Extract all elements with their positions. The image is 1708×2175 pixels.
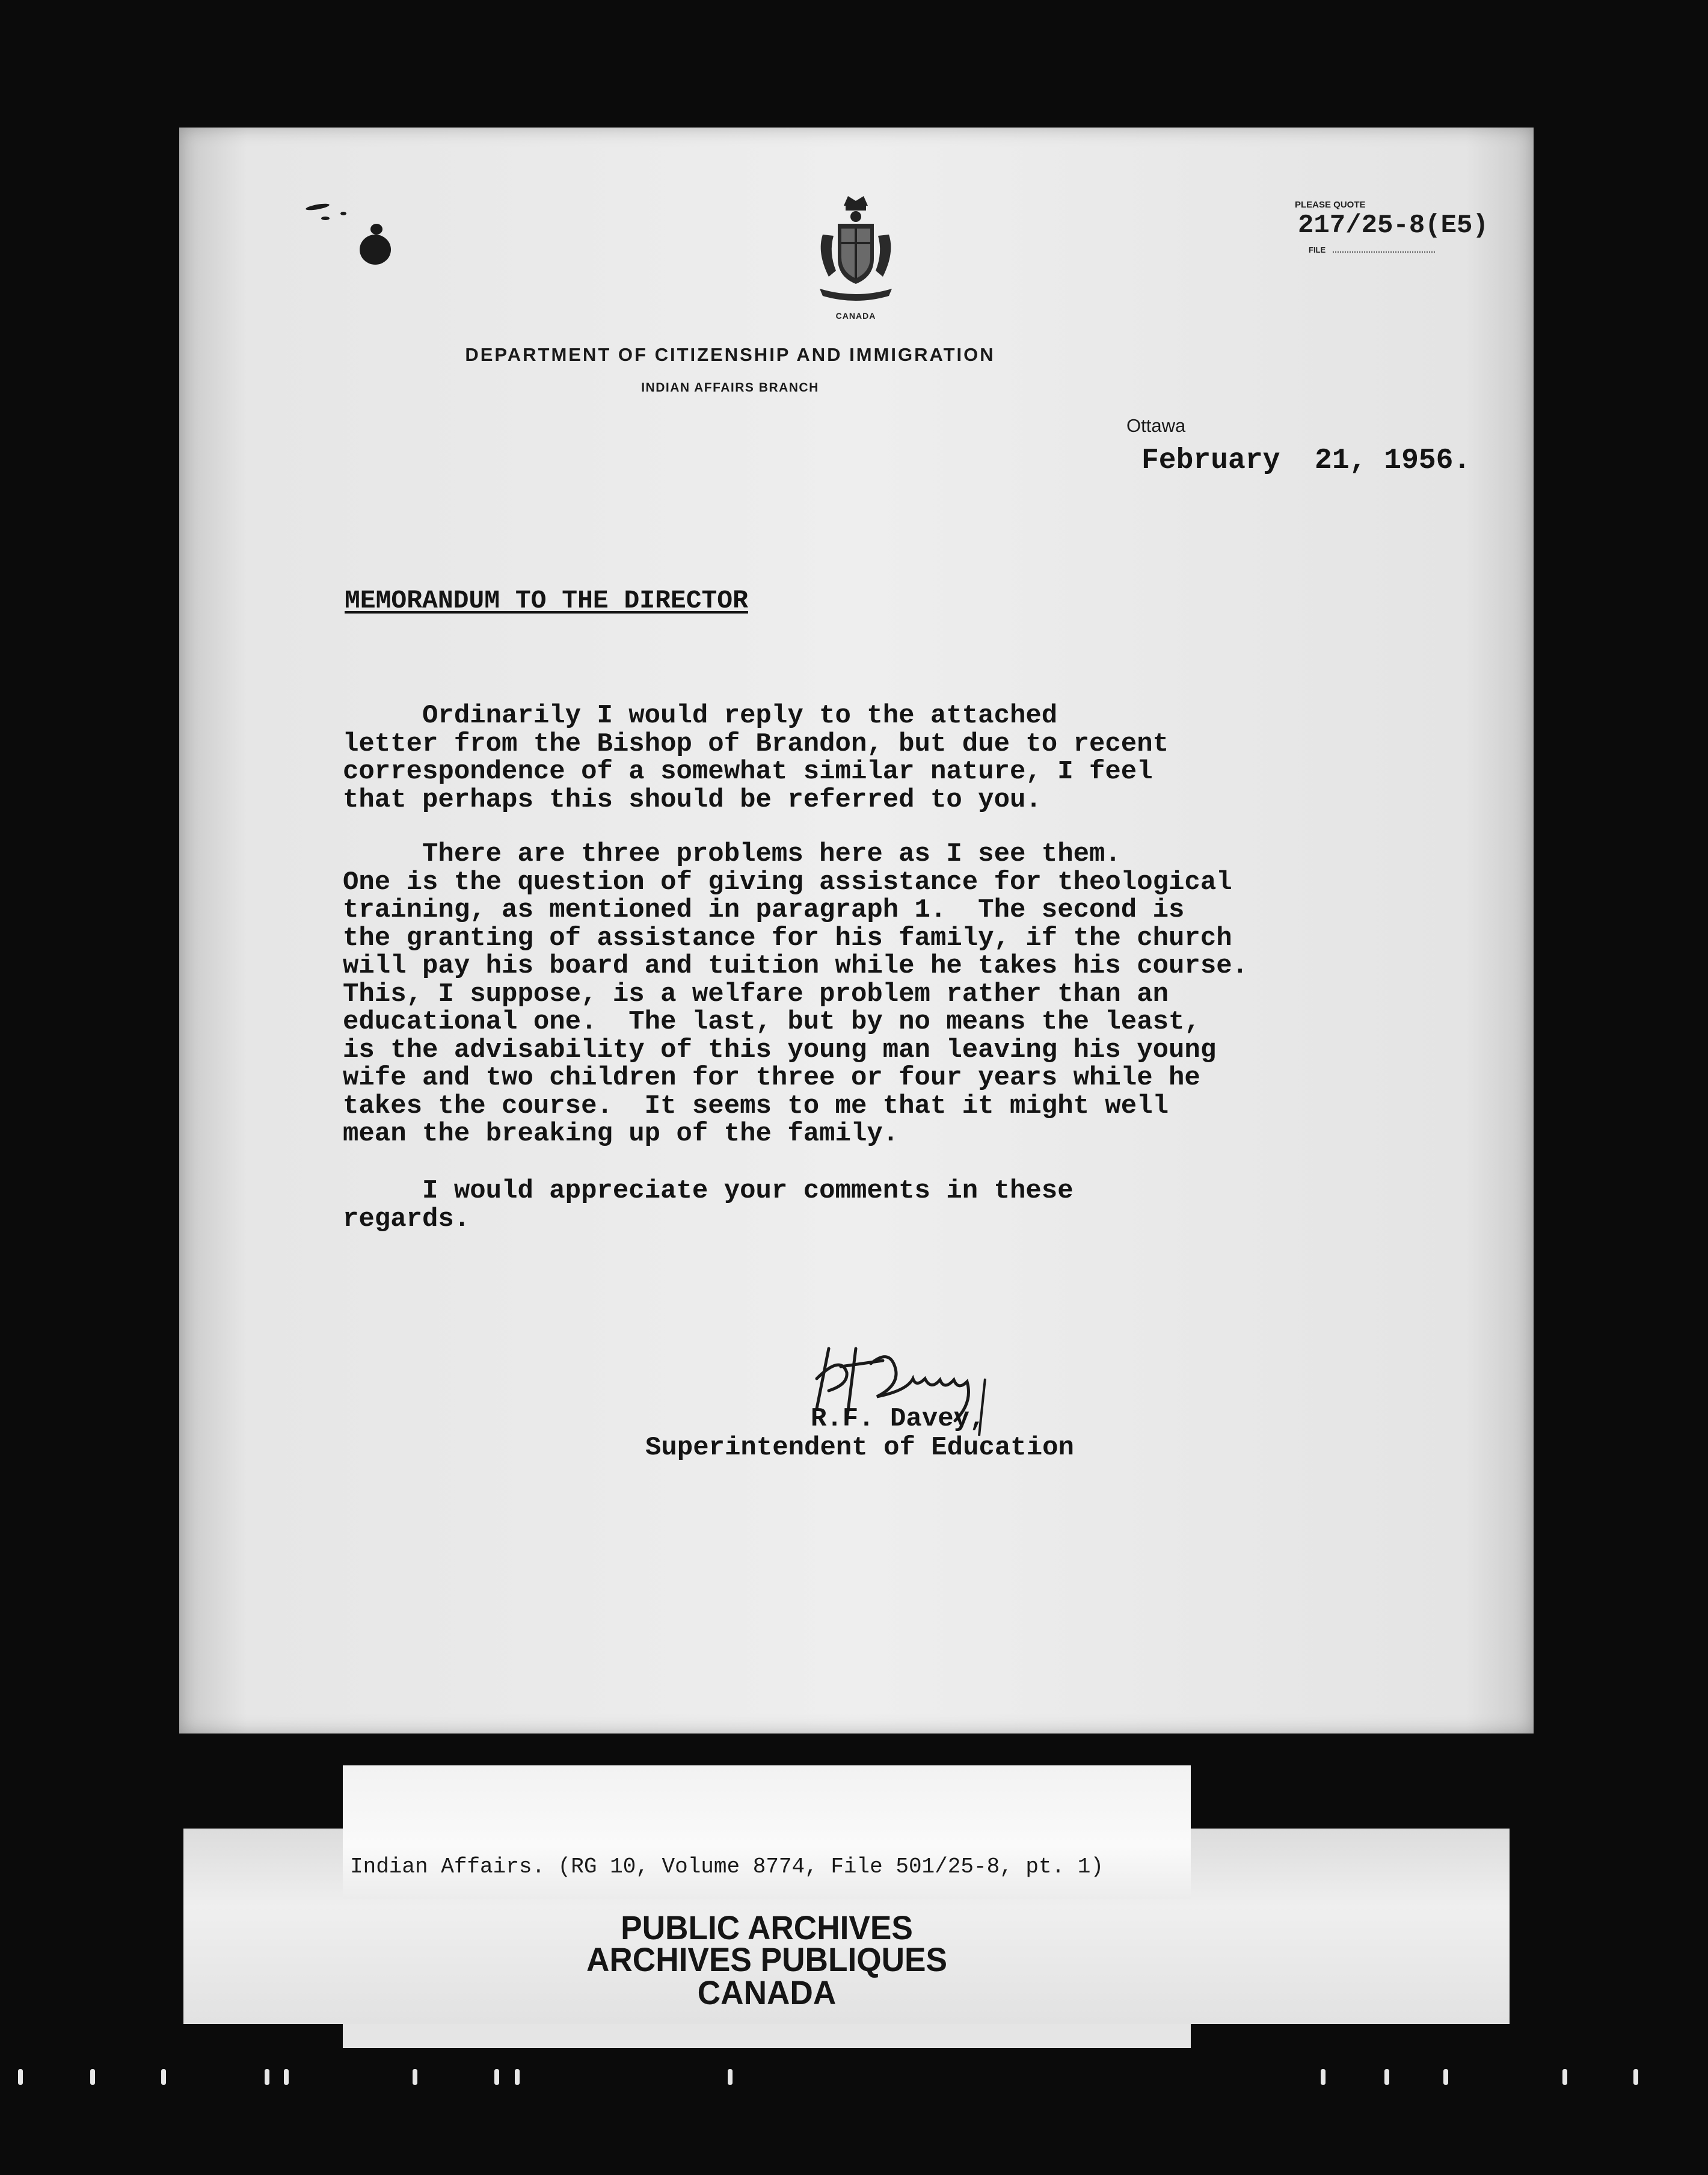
archive-slip-bottom — [343, 2024, 1191, 2048]
paragraph-2 — [343, 840, 1485, 1148]
signatory-title: Superintendent of Education — [645, 1433, 1074, 1463]
paragraph-1 — [343, 702, 1485, 814]
text-line: wife and two children for three or four years while he — [343, 1063, 1200, 1093]
file-number: 217/25-8(E5) — [1298, 211, 1488, 241]
file-dotted-line — [1333, 251, 1435, 253]
ink-stain — [360, 235, 391, 265]
department-heading: DEPARTMENT OF CITIZENSHIP AND IMMIGRATION — [465, 344, 995, 365]
archive-stamp-line: CANADA — [697, 1973, 837, 2011]
text-line: educational one. The last, but by no means the least, — [343, 1007, 1200, 1037]
coat-of-arms-icon — [811, 192, 901, 307]
film-perforation — [284, 2069, 289, 2085]
signatory-name: R.F. Davey, — [811, 1404, 986, 1434]
text-line: takes the course. It seems to me that it might well — [343, 1091, 1169, 1121]
place: Ottawa — [1126, 415, 1186, 436]
film-perforation — [1562, 2069, 1567, 2085]
film-perforation — [728, 2069, 733, 2085]
text-line: is the advisability of this young man leaving his young — [343, 1035, 1217, 1065]
ink-stain — [370, 224, 382, 235]
quote-label: PLEASE QUOTE — [1295, 200, 1366, 210]
film-perforation — [161, 2069, 166, 2085]
film-perforation — [18, 2069, 23, 2085]
film-perforation — [1633, 2069, 1638, 2085]
film-perforation — [494, 2069, 499, 2085]
ink-stain — [306, 203, 330, 212]
date: February 21, 1956. — [1141, 445, 1471, 477]
branch-heading: INDIAN AFFAIRS BRANCH — [641, 381, 819, 395]
archive-stamp-line: PUBLIC ARCHIVES — [621, 1909, 913, 1946]
film-perforation — [413, 2069, 417, 2085]
ink-stain — [321, 217, 330, 220]
archive-stamp-line: ARCHIVES PUBLIQUES — [586, 1940, 948, 1978]
text-line: One is the question of giving assistance for theological — [343, 867, 1232, 897]
text-line: the granting of assistance for his family, if the church — [343, 923, 1232, 953]
text-line: regards. — [343, 1204, 470, 1234]
paragraph-3 — [343, 1177, 1485, 1233]
crest-label: CANADA — [835, 311, 876, 321]
film-perforation — [1443, 2069, 1448, 2085]
file-label: FILE — [1309, 245, 1326, 254]
ink-stain — [340, 212, 346, 215]
text-line: mean the breaking up of the family. — [343, 1119, 899, 1149]
text-line: correspondence of a somewhat similar nature, I feel — [343, 757, 1153, 787]
film-perforation — [515, 2069, 520, 2085]
film-perforation — [1321, 2069, 1326, 2085]
film-perforation — [1384, 2069, 1389, 2085]
text-line: There are three problems here as I see them. — [343, 839, 1121, 869]
text-line: that perhaps this should be referred to you. — [343, 784, 1042, 815]
memo-page — [179, 128, 1534, 1734]
film-perforation — [265, 2069, 269, 2085]
film-perforation — [90, 2069, 95, 2085]
archive-citation: Indian Affairs. (RG 10, Volume 8774, File 501/25-8, pt. 1) — [350, 1854, 1104, 1879]
memo-title: MEMORANDUM TO THE DIRECTOR — [345, 586, 748, 615]
text-line: will pay his board and tuition while he takes his course. — [343, 951, 1249, 981]
text-line: Ordinarily I would reply to the attached — [343, 701, 1058, 731]
text-line: training, as mentioned in paragraph 1. The second is — [343, 895, 1185, 925]
text-line: letter from the Bishop of Brandon, but due to recent — [343, 728, 1169, 759]
text-line: I would appreciate your comments in these — [343, 1176, 1074, 1206]
text-line: This, I suppose, is a welfare problem rather than an — [343, 979, 1169, 1009]
